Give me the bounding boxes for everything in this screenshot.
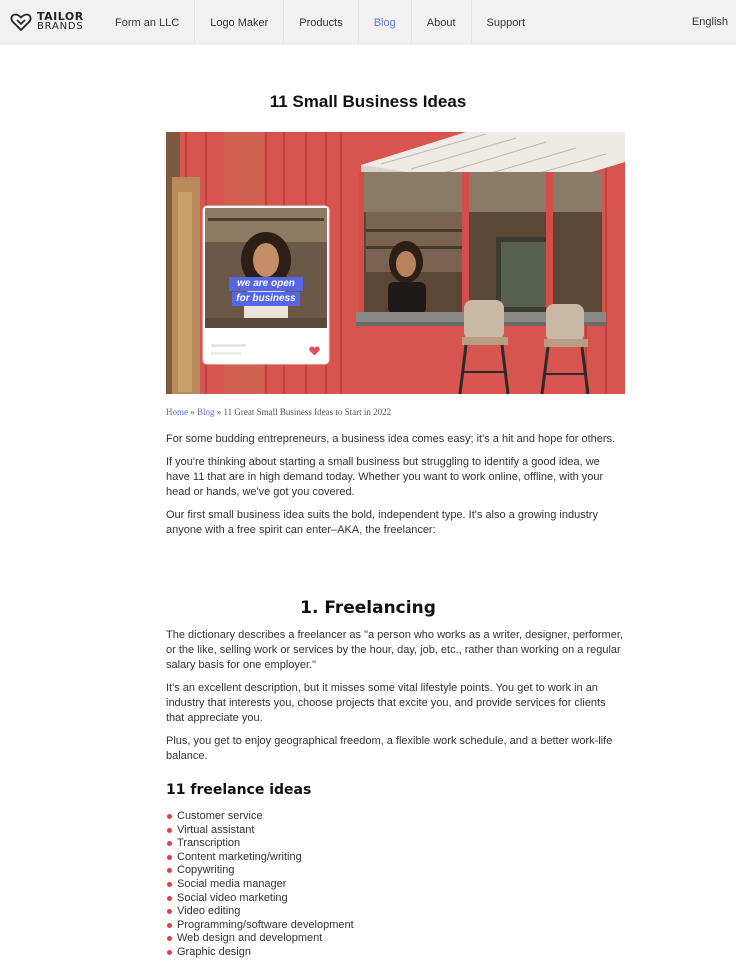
heart-shield-logo-icon (10, 11, 32, 33)
hero-image (166, 132, 625, 394)
breadcrumb (166, 407, 391, 417)
logo-line-1: TAILOR (37, 10, 84, 23)
freelance-ideas-heading: 11 freelance ideas (166, 782, 312, 798)
freelancing-section-body (166, 628, 626, 772)
list-item: Video editing (166, 905, 354, 919)
list-item: Programming/software development (166, 919, 354, 933)
intro-paragraph: For some budding entrepreneurs, a business idea comes easy; it's a hit and hope for others. (166, 433, 616, 445)
hero-illustration (166, 132, 625, 394)
list-item: Transcription (166, 837, 354, 851)
top-navigation-bar (0, 0, 736, 45)
article-intro (166, 432, 626, 546)
freelance-ideas-list (166, 810, 354, 960)
list-item: Copywriting (166, 864, 354, 878)
hero-overlay-line-2: for business (236, 293, 296, 304)
list-item: Virtual assistant (166, 824, 354, 838)
list-item: Web design and development (166, 932, 354, 946)
logo-line-2: BRANDS (37, 21, 84, 32)
heart-icon (309, 346, 320, 356)
breadcrumb-home-link[interactable]: Home (166, 407, 188, 417)
nav-item-blog[interactable]: Blog (359, 0, 412, 45)
intro-paragraph: Our first small business idea suits the bold, independent type. It's also a growing industry anyone with a free spirit can enter–AKA, the freelancer: (166, 509, 598, 536)
tailor-brands-logo[interactable] (10, 11, 84, 33)
section-paragraph: Plus, you get to enjoy geographical freedom, a flexible work schedule, and a better work-life balance. (166, 735, 613, 762)
list-item: Customer service (166, 810, 354, 824)
hero-overlay-line-1: we are open (237, 278, 295, 289)
list-item: Content marketing/writing (166, 851, 354, 865)
list-item: Social video marketing (166, 892, 354, 906)
breadcrumb-current: 11 Great Small Business Ideas to Start in 2022 (223, 407, 392, 417)
main-nav (100, 0, 540, 45)
nav-item-about[interactable]: About (412, 0, 472, 45)
language-selector[interactable]: English (691, 16, 728, 28)
section-paragraph: The dictionary describes a freelancer as "a person who works as a writer, designer, performer, or the like, selling work or services by the hour, day, job, etc., rather than working on a regular salary basis for one employer." (166, 629, 623, 671)
intro-paragraph: If you're thinking about starting a small business but struggling to identify a good idea, we have 11 that are in high demand today. Whether you want to work online, offline, with your head or hands, we've got you covered. (166, 456, 604, 498)
nav-item-form-an-llc[interactable]: Form an LLC (100, 0, 195, 45)
article-title: 11 Small Business Ideas (269, 92, 467, 111)
nav-item-products[interactable]: Products (284, 0, 358, 45)
section-paragraph: It's an excellent description, but it misses some vital lifestyle points. You get to work in an industry that interests you, choose projects that excite you, and provide services for clients that appreciate you. (166, 682, 606, 724)
breadcrumb-separator: » (214, 407, 224, 417)
breadcrumb-blog-link[interactable]: Blog (197, 407, 215, 417)
breadcrumb-separator: » (188, 407, 197, 417)
nav-item-logo-maker[interactable]: Logo Maker (195, 0, 284, 45)
section-heading-freelancing: 1. Freelancing (300, 598, 436, 618)
nav-item-support[interactable]: Support (486, 16, 526, 29)
list-item: Graphic design (166, 946, 354, 960)
list-item: Social media manager (166, 878, 354, 892)
logo-wordmark (37, 12, 84, 32)
